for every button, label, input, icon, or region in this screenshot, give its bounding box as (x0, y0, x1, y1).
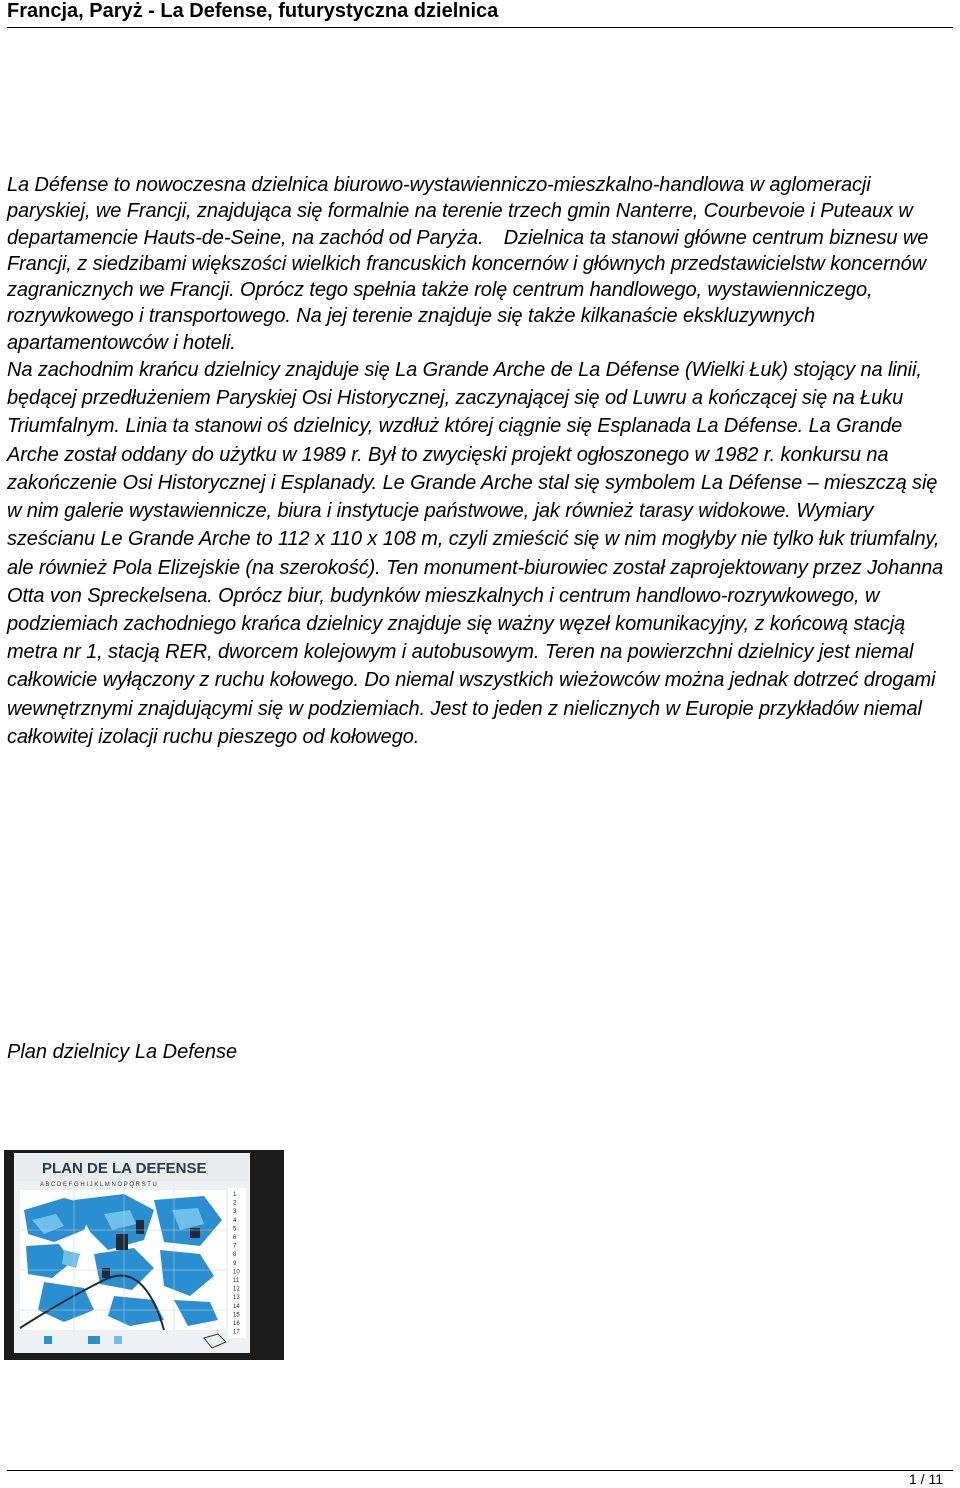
district-map-photo (4, 1150, 284, 1360)
sign-row-number: 9 (233, 1260, 237, 1267)
sign-column-letters: A B C D E F G H I J K L M N O P Q R S T U (40, 1182, 157, 1188)
page-number: 1 / 11 (909, 1471, 943, 1487)
sign-row-number: 1 (233, 1192, 237, 1198)
sign-row-number: 3 (233, 1209, 237, 1216)
article-body (7, 172, 953, 751)
sign-row-number: 12 (233, 1286, 240, 1293)
sign-row-number: 15 (233, 1312, 240, 1319)
sign-title: PLAN DE LA DEFENSE (42, 1160, 207, 1177)
arche-paragraph: Na zachodnim krańcu dzielnicy znajduje się La Grande Arche de La Défense (Wielki Łuk) stojący na linii, będącej przedłużeniem Paryskiej Osi Historycznej, zaczynającej się od Luwru a kończącej się na Łuku Triumfalnym. Linia ta stanowi oś dzielnicy, wzdłuż której ciągnie się Esplanada La Défense. La Grande Arche został oddany do użytku w 1989 r. Był to zwycięski projekt ogłoszonego w 1982 r. konkursu na zakończenie Osi Historycznej i Esplanady. Le Grande Arche stal się symbolem La Défense – mieszczą się w nim galerie wystawiennicze, biura i instytucje państwowe, jak również tarasy widokowe. Wymiary sześcianu Le Grande Arche to 112 x 110 x 108 m, czyli zmieścić się w nim mogłyby nie tylko łuk triumfalny, ale również Pola Elizejskie (na szerokość). Ten monument-biurowiec został zaprojektowany przez Johanna Otta von Spreckelsena. Oprócz biur, budynków mieszkalnych i centrum handlowo-rozrywkowego, w podziemiach zachodniego krańca dzielnicy znajduje się ważny węzeł komunikacyjny, z końcową stacją metra nr 1, stacją RER, dworcem kolejowym i autobusowym. Teren na powierzchni dzielnicy jest niemal całkowicie wyłączony z ruchu kołowego. Do niemal wszystkich wieżowców można jednak dotrzeć drogami wewnętrznymi znajdującymi się w podziemiach. Jest to jeden z nielicznych w Europie przykładów niemal całkowitej izolacji ruchu pieszego od kołowego. (7, 359, 944, 748)
sign-row-number: 14 (233, 1303, 240, 1310)
sign-row-number: 5 (233, 1226, 237, 1233)
document-title: Francja, Paryż - La Defense, futurystyczna dzielnica (7, 0, 499, 22)
sign-row-number: 4 (233, 1217, 237, 1224)
sign-row-number: 2 (233, 1200, 237, 1207)
sign-row-number: 10 (233, 1269, 240, 1276)
sign-row-number: 17 (233, 1329, 240, 1336)
image-caption: Plan dzielnicy La Defense (7, 1041, 238, 1063)
map-sign-image (4, 1150, 284, 1360)
sign-row-number: 7 (233, 1243, 237, 1250)
sign-row-number: 6 (233, 1235, 237, 1241)
page-footer (7, 1470, 953, 1488)
sign-row-number: 16 (233, 1321, 240, 1327)
sign-row-number: 11 (233, 1278, 240, 1284)
sign-row-number: 13 (233, 1295, 240, 1302)
intro-paragraph: La Défense to nowoczesna dzielnica biurowo-wystawienniczo-mieszkalno-handlowa w aglomeracji paryskiej, we Francji, znajdująca się formalnie na terenie trzech gmin Nanterre, Courbevoie i Puteaux w departamencie Hauts-de-Seine, na zachód od Paryża.  Dzielnica ta stanowi główne centrum biznesu we Francji, z siedzibami większości wielkich francuskich koncernów i głównych przedstawicielstw koncernów zagranicznych we Francji. Oprócz tego spełnia także rolę centrum handlowego, wystawienniczego, rozrywkowego i transportowego. Na jej terenie znajduje się także kilkanaście ekskluzywnych apartamentowców i hoteli. (7, 174, 929, 354)
sign-row-number: 8 (233, 1252, 237, 1259)
page-header (7, 0, 953, 28)
